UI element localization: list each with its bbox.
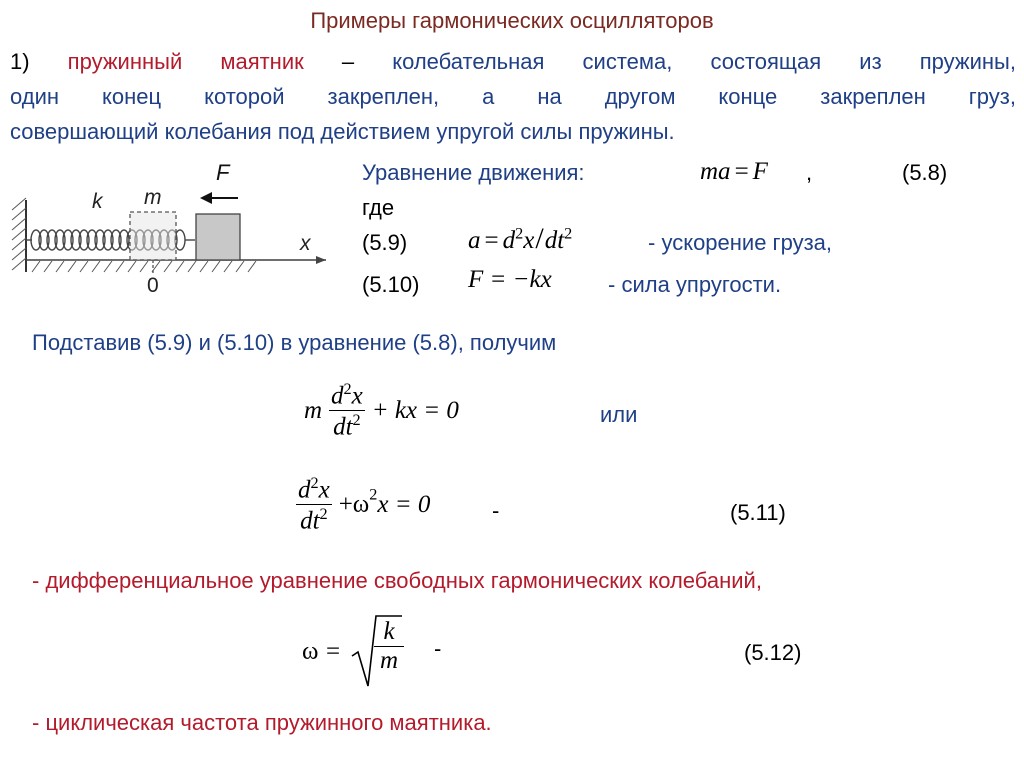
formula-5-11-dash: - (492, 498, 500, 523)
x-axis-arrow (316, 256, 326, 264)
formula-5-8-comma: , (806, 160, 813, 185)
intro-dash: – (303, 49, 393, 74)
equation-of-motion-label: Уравнение движения: (362, 160, 585, 185)
equation-number-5-10: (5.10) (362, 272, 420, 297)
label-x: x (300, 232, 311, 255)
intro-number: 1) (10, 49, 30, 74)
wall-hatch (12, 198, 26, 272)
or-word: или (600, 402, 638, 427)
intro-paragraph (10, 44, 1016, 149)
equation-number-5-8: (5.8) (902, 160, 948, 185)
equation-number-5-9: (5.9) (362, 230, 408, 255)
differential-equation-description: - дифференциальное уравнение свободных гармонических колебаний, (32, 568, 762, 593)
formula-5-11: $\frac{d^2x}{dt^2}$ $+\omega^2x = 0$ (298, 474, 431, 535)
cyclic-frequency-description: - циклическая частота пружинного маятника. (32, 710, 492, 735)
mass-block (196, 214, 240, 260)
elastic-force-description: - сила упругости. (608, 272, 782, 297)
formula-5-10: F = −kx (468, 266, 552, 293)
equilibrium-mass-outline (130, 212, 176, 260)
substitution-sentence: Подставив (5.9) и (5.10) в уравнение (5.8), получим (32, 330, 557, 355)
equation-number-5-12: (5.12) (744, 640, 802, 665)
equation-number-5-11: (5.11) (730, 500, 786, 525)
intro-line-2: один конец которой закреплен, а на другом конце закреплен груз, (10, 84, 1016, 109)
label-k: k (92, 190, 103, 213)
force-arrowhead (200, 192, 212, 204)
formula-5-9: $a = d^2x/dt^2$ (468, 222, 573, 255)
spring-pendulum-diagram (10, 160, 336, 300)
intro-line-3: совершающий колебания под действием упругой силы пружины. (10, 119, 675, 144)
floor-hatch (26, 260, 326, 272)
label-F: F (216, 160, 230, 185)
where-label: где (362, 195, 395, 220)
label-zero: 0 (147, 274, 159, 297)
formula-5-8: ma = F (700, 158, 768, 185)
intro-line-1 (10, 44, 1016, 79)
intro-term: пружинный маятник (67, 49, 304, 74)
formula-differential-mass: m $\frac{d^2x}{dt^2}$ + kx = 0 (304, 380, 459, 441)
formula-5-12-dash: - (434, 636, 442, 661)
label-m: m (144, 186, 162, 209)
page-title: Примеры гармонических осцилляторов (310, 8, 714, 33)
acceleration-description: - ускорение груза, (648, 230, 833, 255)
intro-definition-part-1: колебательная система, состоящая из пружины, (392, 49, 1016, 74)
